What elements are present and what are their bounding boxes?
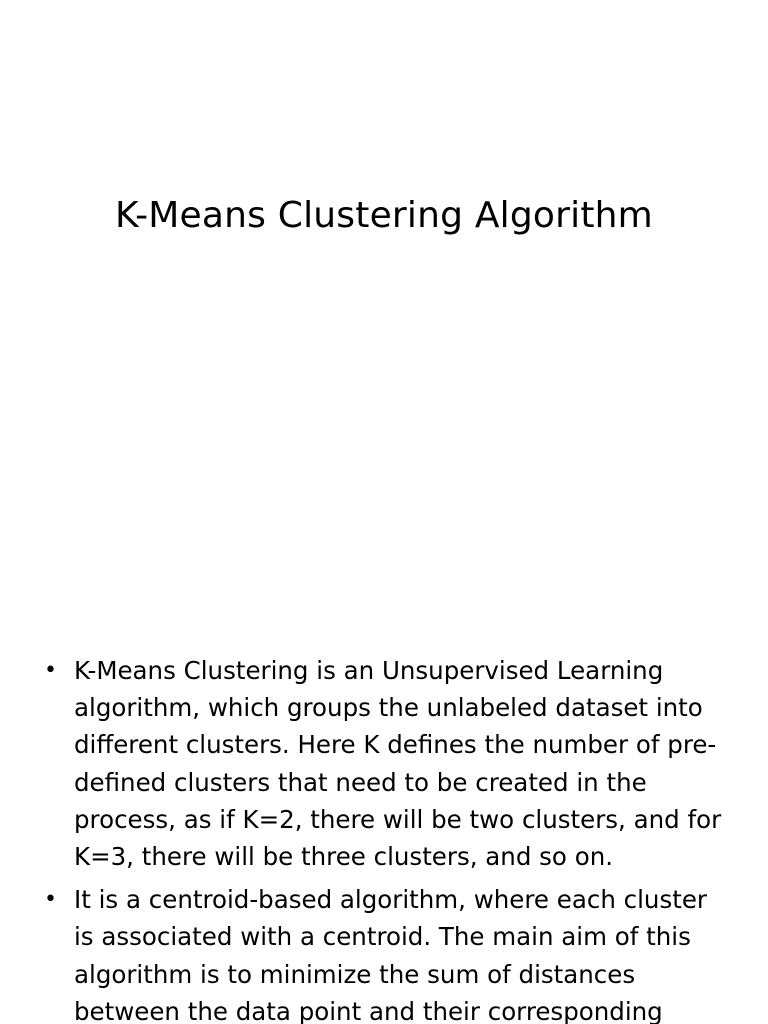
bullet-text: It is a centroid-based algorithm, where each cluster is associated with a centroid. The main aim of this algorithm is to minimize the sum of distances between the data point and their corresponding [74,885,707,1024]
bullet-text: K-Means Clustering is an Unsupervised Learning algorithm, which groups the unlabeled dataset into different clusters. Here K defines the number of pre-defined clusters that need to be created in the process, as if K=2, there will be two clusters, and for K=3, there will be three clusters, and so on. [74,656,722,872]
bullet-item [44,652,724,875]
bullet-dot-icon: • [44,887,57,913]
bullet-dot-icon: • [44,658,57,683]
bullet-list [44,652,724,1024]
slide-title: K-Means Clustering Algorithm [115,195,653,236]
bullet-item [44,881,724,1024]
